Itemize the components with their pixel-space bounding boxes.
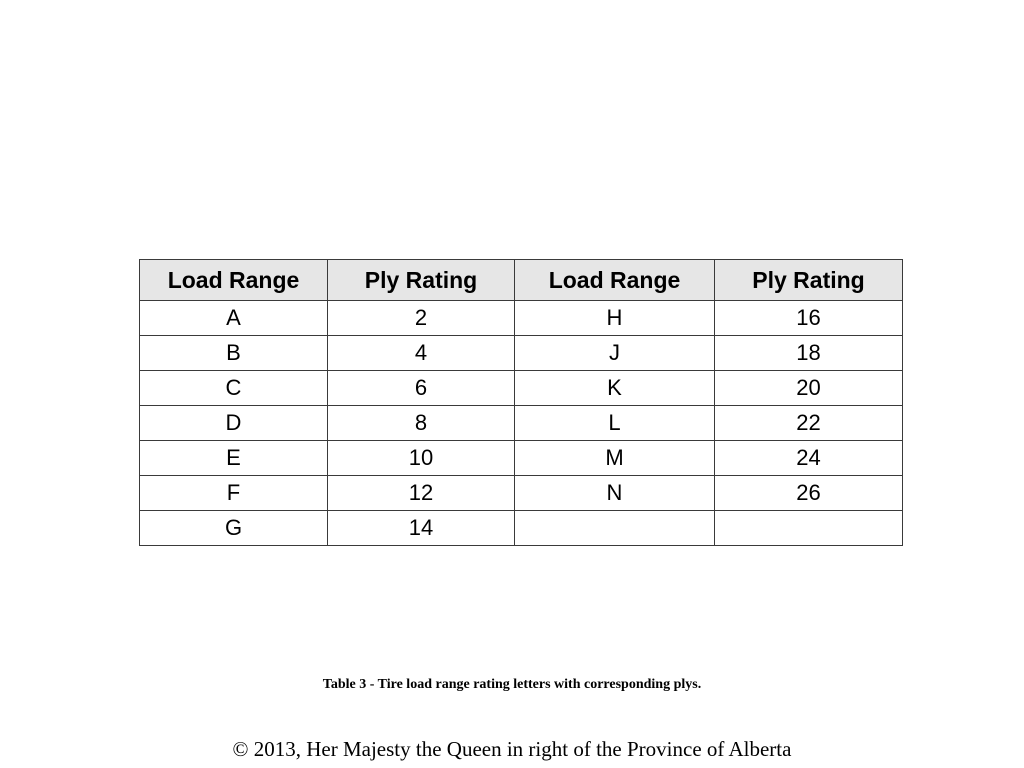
table-row xyxy=(140,336,903,371)
load-range-table-container xyxy=(139,259,902,546)
table-row xyxy=(140,371,903,406)
table-cell: 12 xyxy=(328,476,515,511)
table-row xyxy=(140,511,903,546)
table-cell: N xyxy=(515,476,715,511)
header-load-range-1: Load Range xyxy=(140,260,328,301)
table-cell: 18 xyxy=(715,336,903,371)
table-cell: L xyxy=(515,406,715,441)
table-cell: 20 xyxy=(715,371,903,406)
table-cell: E xyxy=(140,441,328,476)
table-caption: Table 3 - Tire load range rating letters with corresponding plys. xyxy=(322,677,702,692)
table-cell: 16 xyxy=(715,301,903,336)
table-cell: B xyxy=(140,336,328,371)
table-cell: 2 xyxy=(328,301,515,336)
table-cell: M xyxy=(515,441,715,476)
table-row xyxy=(140,476,903,511)
table-cell xyxy=(715,511,903,546)
table-row xyxy=(140,406,903,441)
table-cell: D xyxy=(140,406,328,441)
header-ply-rating-2: Ply Rating xyxy=(715,260,903,301)
table-cell: 6 xyxy=(328,371,515,406)
table-header-row xyxy=(140,260,903,301)
copyright-footer: © 2013, Her Majesty the Queen in right of the Province of Alberta xyxy=(232,737,792,761)
table-cell: 26 xyxy=(715,476,903,511)
table-cell: 14 xyxy=(328,511,515,546)
header-load-range-2: Load Range xyxy=(515,260,715,301)
table-cell: H xyxy=(515,301,715,336)
table-cell: A xyxy=(140,301,328,336)
table-cell: G xyxy=(140,511,328,546)
table-row xyxy=(140,301,903,336)
table-cell: 10 xyxy=(328,441,515,476)
table-row xyxy=(140,441,903,476)
table-cell: K xyxy=(515,371,715,406)
table-cell xyxy=(515,511,715,546)
table-cell: C xyxy=(140,371,328,406)
load-range-table xyxy=(139,259,903,546)
table-cell: 22 xyxy=(715,406,903,441)
table-cell: F xyxy=(140,476,328,511)
header-ply-rating-1: Ply Rating xyxy=(328,260,515,301)
table-cell: 24 xyxy=(715,441,903,476)
table-cell: 8 xyxy=(328,406,515,441)
table-cell: 4 xyxy=(328,336,515,371)
table-cell: J xyxy=(515,336,715,371)
